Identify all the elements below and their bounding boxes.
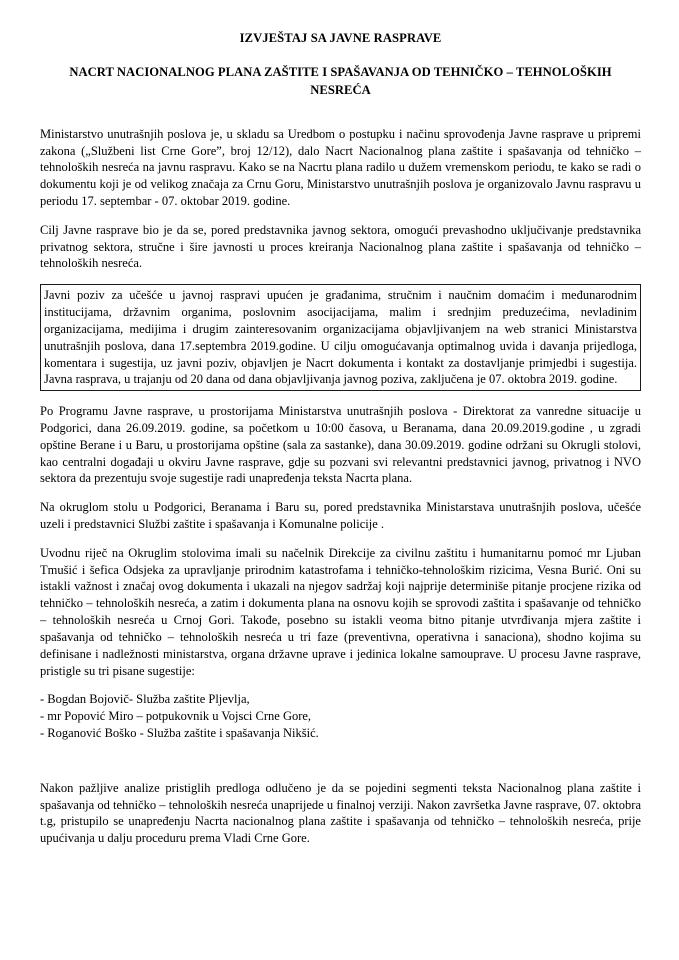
list-item: - Roganović Boško - Služba zaštite i spašavanja Nikšić. bbox=[40, 725, 319, 740]
paragraph-conclusion: Nakon pažljive analize pristiglih predloga odlučeno je da se pojedini segmenti teksta Nacionalnog plana zaštite i spašavanja od tehničko – tehnoloških nesreća unaprijede u finalnoj verziji. Nakon završetka Javne rasprave, 07. oktobra t.g, pristupilo se unapređenju Nacrta nacionalnog plana zaštite i spašavanja od tehničko – tehnoloških nesreća, prije upućivanja u dalju proceduru prema Vladi Crne Gore. bbox=[40, 780, 641, 846]
document-subtitle: NACRT NACIONALNOG PLANA ZAŠTITE I SPAŠAVANJA OD TEHNIČKO – TEHNOLOŠKIH NESREĆA bbox=[69, 65, 612, 97]
paragraph-opening-remarks: Uvodnu riječ na Okruglim stolovima imali su načelnik Direkcije za civilnu zaštitu i humanitarnu pomoć mr Ljuban Tmušić i šefica Odsjeka za upravljanje prirodnim katastrofama i tehničko-tehnološkim rizicima, Vesna Burić. Oni su istakli važnost i značaj ovog dokumenta i ukazali na njegov sadržaj koji najprije determiniše pitanje procjene rizika od tehničko – tehnoloških nesreća, a zatim i dokumenta plana na osnovu kojih se sprovodi zaštita i spašavanje od tehničko – tehnoloških nesreća u Crnoj Gori. Takođe, posebno su istakli veoma bitno pitanje utvrđivanja mjera zaštite i spašavanja od tehničko – tehnoloških nesreća u tri faze (preventivna, operativna i sanaciona), shodno kojima su definisane i nadležnosti ministarstva, organa državne uprave i jedinica lokalne samouprave. U procesu Javne rasprave, pristigle su tri pisane sugestije: bbox=[40, 545, 641, 678]
paragraph-public-call: Javni poziv za učešće u javnoj raspravi upućen je građanima, stručnim i naučnim domaćim i međunarodnim institucijama, državnim organima, poslovnim asocijacijama, malim i srednjim preduzećima, nevladinim organizacijama, medijima i drugim zainteresovanim organizacijama objavljivanjem na web stranici Ministarstva unutrašnjih poslova, dana 17.septembra 2019.godine. U cilju omogućavanja optimalnog uvida i davanja prijedloga, komentara i sugestija, uz javni poziv, objavljen je Nacrt dokumenta i kontakt za dostavljanje primjedbi i sugestija. Javna rasprava, u trajanju od 20 dana od dana objavljivanja javnog poziva, zaključena je 07. oktobra 2019. godine. bbox=[44, 288, 637, 387]
paragraph-intro: Ministarstvo unutrašnjih poslova je, u skladu sa Uredbom o postupku i načinu sprovođenja Javne rasprave u pripremi zakona („Službeni list Crne Gore”, broj 12/12), dalo Nacrt Nacionalnog plana zaštite i spašavanja od tehničko – tehnoloških nesreća na javnu raspravu. Kako se na Nacrtu plana radilo u dužem vremenskom periodu, te kako se radi o dokumentu koji je od velikog značaja za Crnu Goru, Ministarstvo unutrašnjih poslova je organizovalo Javnu raspravu u periodu 17. septembar - 07. oktobar 2019. godine. bbox=[40, 126, 641, 208]
document-body bbox=[40, 126, 641, 847]
boxed-callout bbox=[40, 284, 641, 391]
paragraph-participants: Na okruglom stolu u Podgorici, Beranama i Baru su, pored predstavnika Ministarstava unutrašnjih poslova, učešće uzeli i predstavnici Službi zaštite i spašavanja i Komunalne policije . bbox=[40, 500, 641, 531]
list-item: - mr Popović Miro – potpukovnik u Vojsci Crne Gore, bbox=[40, 709, 312, 724]
spacer bbox=[40, 742, 641, 780]
paragraph-program: Po Programu Javne rasprave, u prostorijama Ministarstva unutrašnjih poslova - Direktorat za vanredne situacije u Podgorici, dana 26.09.2019. godine, sa početkom u 10:00 časova, u Beranama, dana 20.09.2019.godine , u zgradi opštine Berane i u Baru, u prostorijama opštine (sala za sastanke), dana 30.09.2019. godine održani su Okrugli stolovi, kao centralni događaji u okviru Javne rasprave, gdje su pozvani svi relevantni predstavnici javnog, privatnog i NVO sektora da prezentuju svoje sugestije radi unapređenja teksta Nacrta plana. bbox=[40, 404, 641, 486]
document-title: IZVJEŠTAJ SA JAVNE RASPRAVE bbox=[239, 31, 442, 45]
title-block bbox=[40, 30, 641, 100]
paragraph-goal: Cilj Javne rasprave bio je da se, pored predstavnika javnog sektora, omogući prevashodno uključivanje predstavnika privatnog sektora, stručne i šire javnosti u proces kreiranja Nacionalnog plana zaštite i spašavanja od tehničko – tehnoloških nesreća. bbox=[40, 222, 641, 271]
suggestions-list bbox=[40, 691, 641, 741]
list-item: - Bogdan Bojovič- Služba zaštite Pljevlja, bbox=[40, 692, 250, 707]
